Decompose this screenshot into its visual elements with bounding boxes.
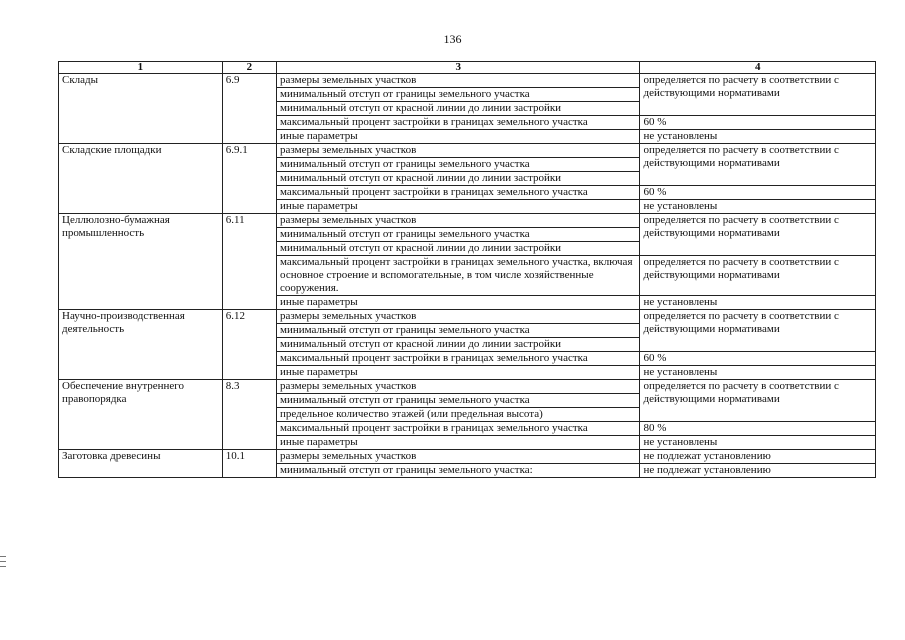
- column-header: 2: [222, 62, 276, 74]
- parameter-value-cell: определяется по расчету в соответствии с действующими нормативами: [640, 214, 876, 256]
- edge-mark: [0, 556, 6, 557]
- parameter-value-cell: 60 %: [640, 352, 876, 366]
- table-row: [59, 380, 876, 394]
- parameter-value-cell: не установлены: [640, 366, 876, 380]
- use-code-cell: 6.11: [222, 214, 276, 310]
- parameter-cell: минимальный отступ от границы земельного участка:: [277, 464, 640, 478]
- table-row: [59, 144, 876, 158]
- use-code-cell: 8.3: [222, 380, 276, 450]
- land-use-type-cell: Заготовка древесины: [59, 450, 223, 478]
- parameter-cell: минимальный отступ от границы земельного участка: [277, 88, 640, 102]
- table-row: [59, 310, 876, 324]
- parameter-value-cell: не подлежат установлению: [640, 464, 876, 478]
- parameter-cell: размеры земельных участков: [277, 310, 640, 324]
- parameter-cell: минимальный отступ от красной линии до линии застройки: [277, 338, 640, 352]
- parameter-value-cell: 80 %: [640, 422, 876, 436]
- parameter-cell: предельное количество этажей (или предельная высота): [277, 408, 640, 422]
- parameter-value-cell: не подлежат установлению: [640, 450, 876, 464]
- parameter-cell: максимальный процент застройки в границах земельного участка: [277, 352, 640, 366]
- page-number: 136: [443, 32, 462, 46]
- parameter-cell: минимальный отступ от границы земельного участка: [277, 158, 640, 172]
- parameter-cell: размеры земельных участков: [277, 144, 640, 158]
- edge-mark: [0, 561, 6, 562]
- parameter-value-cell: определяется по расчету в соответствии с действующими нормативами: [640, 74, 876, 116]
- land-use-type-cell: Складские площадки: [59, 144, 223, 214]
- parameter-value-cell: не установлены: [640, 296, 876, 310]
- column-header: 4: [640, 62, 876, 74]
- land-use-type-cell: Склады: [59, 74, 223, 144]
- parameter-value-cell: 60 %: [640, 186, 876, 200]
- parameter-cell: размеры земельных участков: [277, 450, 640, 464]
- scan-edge-marks: [0, 556, 6, 571]
- parameter-cell: размеры земельных участков: [277, 74, 640, 88]
- column-header: 3: [277, 62, 640, 74]
- parameter-cell: иные параметры: [277, 200, 640, 214]
- parameter-value-cell: 60 %: [640, 116, 876, 130]
- table-row: [59, 450, 876, 464]
- use-code-cell: 6.9: [222, 74, 276, 144]
- parameter-cell: минимальный отступ от границы земельного участка: [277, 394, 640, 408]
- parameter-value-cell: определяется по расчету в соответствии с действующими нормативами: [640, 144, 876, 186]
- column-header: 1: [59, 62, 223, 74]
- parameter-value-cell: не установлены: [640, 200, 876, 214]
- parameter-cell: минимальный отступ от границы земельного участка: [277, 228, 640, 242]
- parameter-cell: иные параметры: [277, 130, 640, 144]
- column-number-header-row: [59, 62, 876, 74]
- parameter-value-cell: не установлены: [640, 130, 876, 144]
- parameter-cell: размеры земельных участков: [277, 380, 640, 394]
- parameter-cell: размеры земельных участков: [277, 214, 640, 228]
- regulations-table: [58, 61, 876, 478]
- parameter-cell: минимальный отступ от красной линии до линии застройки: [277, 172, 640, 186]
- land-use-type-cell: Целлюлозно-бумажная промышленность: [59, 214, 223, 310]
- use-code-cell: 6.9.1: [222, 144, 276, 214]
- use-code-cell: 6.12: [222, 310, 276, 380]
- table-row: [59, 74, 876, 88]
- parameter-cell: максимальный процент застройки в границах земельного участка: [277, 422, 640, 436]
- parameter-cell: минимальный отступ от красной линии до линии застройки: [277, 242, 640, 256]
- table-row: [59, 214, 876, 228]
- parameter-cell: максимальный процент застройки в границах земельного участка: [277, 116, 640, 130]
- parameter-cell: максимальный процент застройки в границах земельного участка, включая основное строение и вспомогательные, в том числе хозяйственные сооружения.: [277, 256, 640, 296]
- parameter-cell: иные параметры: [277, 366, 640, 380]
- table-body: [59, 74, 876, 478]
- parameter-value-cell: определяется по расчету в соответствии с действующими нормативами: [640, 256, 876, 296]
- edge-mark: [0, 566, 6, 567]
- parameter-value-cell: определяется по расчету в соответствии с действующими нормативами: [640, 380, 876, 422]
- use-code-cell: 10.1: [222, 450, 276, 478]
- parameter-value-cell: определяется по расчету в соответствии с действующими нормативами: [640, 310, 876, 352]
- parameter-cell: иные параметры: [277, 296, 640, 310]
- land-use-type-cell: Обеспечение внутреннего правопорядка: [59, 380, 223, 450]
- parameter-cell: максимальный процент застройки в границах земельного участка: [277, 186, 640, 200]
- parameter-value-cell: не установлены: [640, 436, 876, 450]
- parameter-cell: минимальный отступ от красной линии до линии застройки: [277, 102, 640, 116]
- land-use-type-cell: Научно-производственная деятельность: [59, 310, 223, 380]
- parameter-cell: иные параметры: [277, 436, 640, 450]
- parameter-cell: минимальный отступ от границы земельного участка: [277, 324, 640, 338]
